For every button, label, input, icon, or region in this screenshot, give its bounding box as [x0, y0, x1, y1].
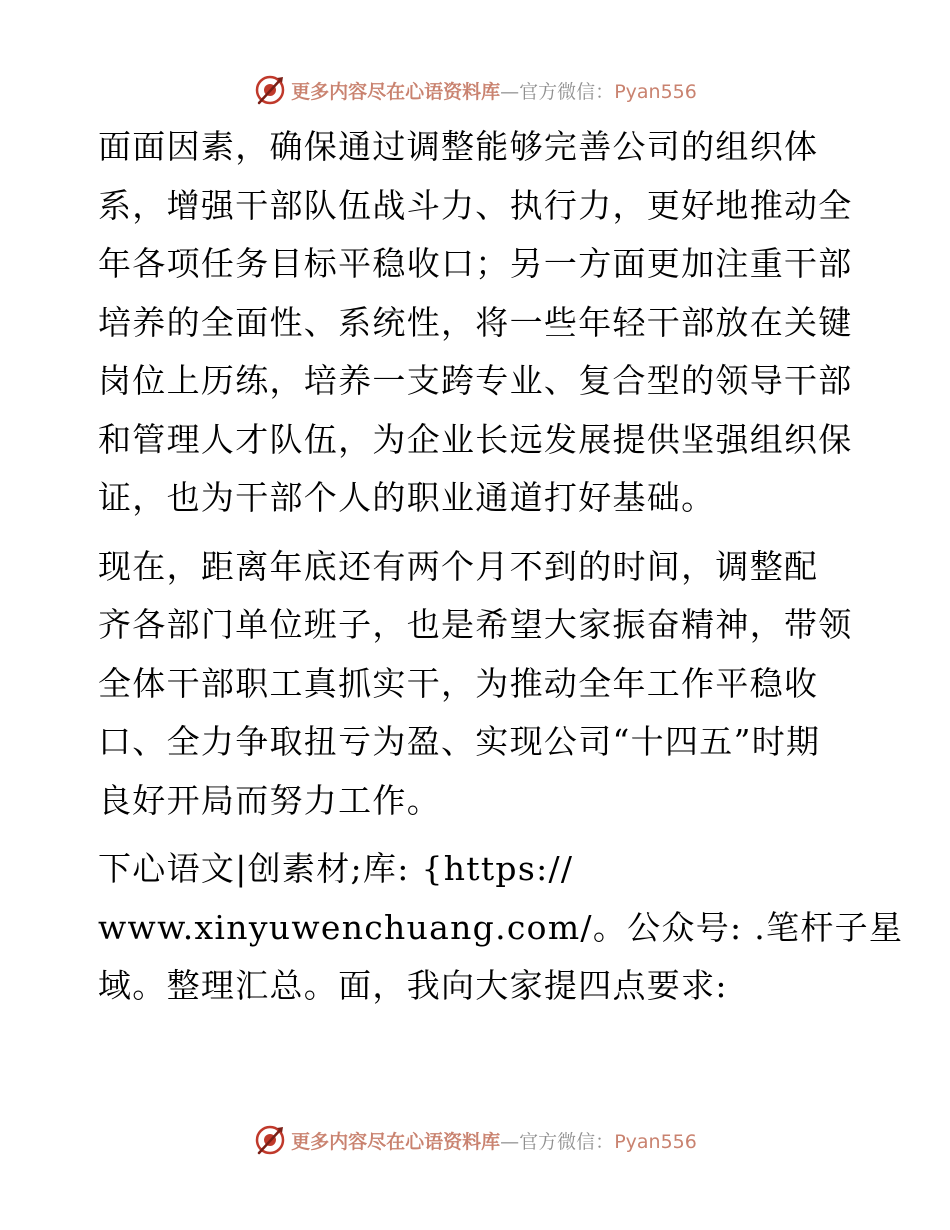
document-body — [98, 118, 904, 1016]
text-line: 系，增强干部队伍战斗力、执行力，更好地推动全 — [98, 185, 853, 225]
quill-logo-icon — [253, 1123, 287, 1157]
text-line: 面面因素，确保通过调整能够完善公司的组织体 — [98, 127, 819, 166]
watermark-wechat-id: Pyan556 — [614, 1130, 697, 1153]
paragraph-spacer — [98, 830, 858, 840]
watermark-main: 更多内容尽在心语资料库 — [291, 80, 501, 103]
text-line: 良好开局而努力工作。 — [98, 780, 441, 820]
text-line: 年各项任务目标平稳收口；另一方面更加注重干部 — [98, 244, 853, 283]
text-line: 现在，距离年底还有两个月不到的时间，调整配 — [98, 546, 819, 586]
text-line: 域。整理汇总。面，我向大家提四点要求: — [98, 966, 728, 1005]
watermark-text — [291, 1127, 697, 1154]
text-line: www.xinyuwenchuang.com/。公众号: .笔杆子星 — [98, 907, 904, 947]
watermark-separator: — — [500, 80, 520, 103]
watermark-wechat-label: 官方微信： — [519, 1130, 615, 1153]
text-line: 口、全力争取扭亏为盈、实现公司“十四五”时期 — [98, 722, 821, 761]
watermark-wechat-label: 官方微信： — [519, 80, 615, 103]
text-line: 全体干部职工真抓实干，为推动全年工作平稳收 — [98, 663, 819, 703]
text-line: 岗位上历练，培养一支跨专业、复合型的领导干部 — [98, 361, 853, 400]
text-line: 证，也为干部个人的职业通道打好基础。 — [98, 478, 716, 517]
watermark-text — [291, 77, 697, 104]
paragraph-2 — [98, 538, 858, 831]
paragraph-3 — [98, 840, 904, 1016]
watermark-separator: — — [500, 1130, 520, 1153]
quill-logo-icon — [253, 73, 287, 107]
header-watermark — [0, 70, 950, 110]
text-line: 和管理人才队伍，为企业长远发展提供坚强组织保 — [98, 419, 853, 459]
paragraph-1 — [98, 118, 858, 528]
text-line: 培养的全面性、系统性，将一些年轻干部放在关键 — [98, 302, 853, 342]
text-line: 齐各部门单位班子，也是希望大家振奋精神，带领 — [98, 605, 853, 644]
watermark-wechat-id: Pyan556 — [614, 80, 697, 103]
footer-watermark — [0, 1120, 950, 1160]
paragraph-spacer — [98, 528, 858, 538]
text-line: 下心语文|创素材;库: {https:// — [98, 849, 574, 888]
watermark-main: 更多内容尽在心语资料库 — [291, 1130, 501, 1153]
